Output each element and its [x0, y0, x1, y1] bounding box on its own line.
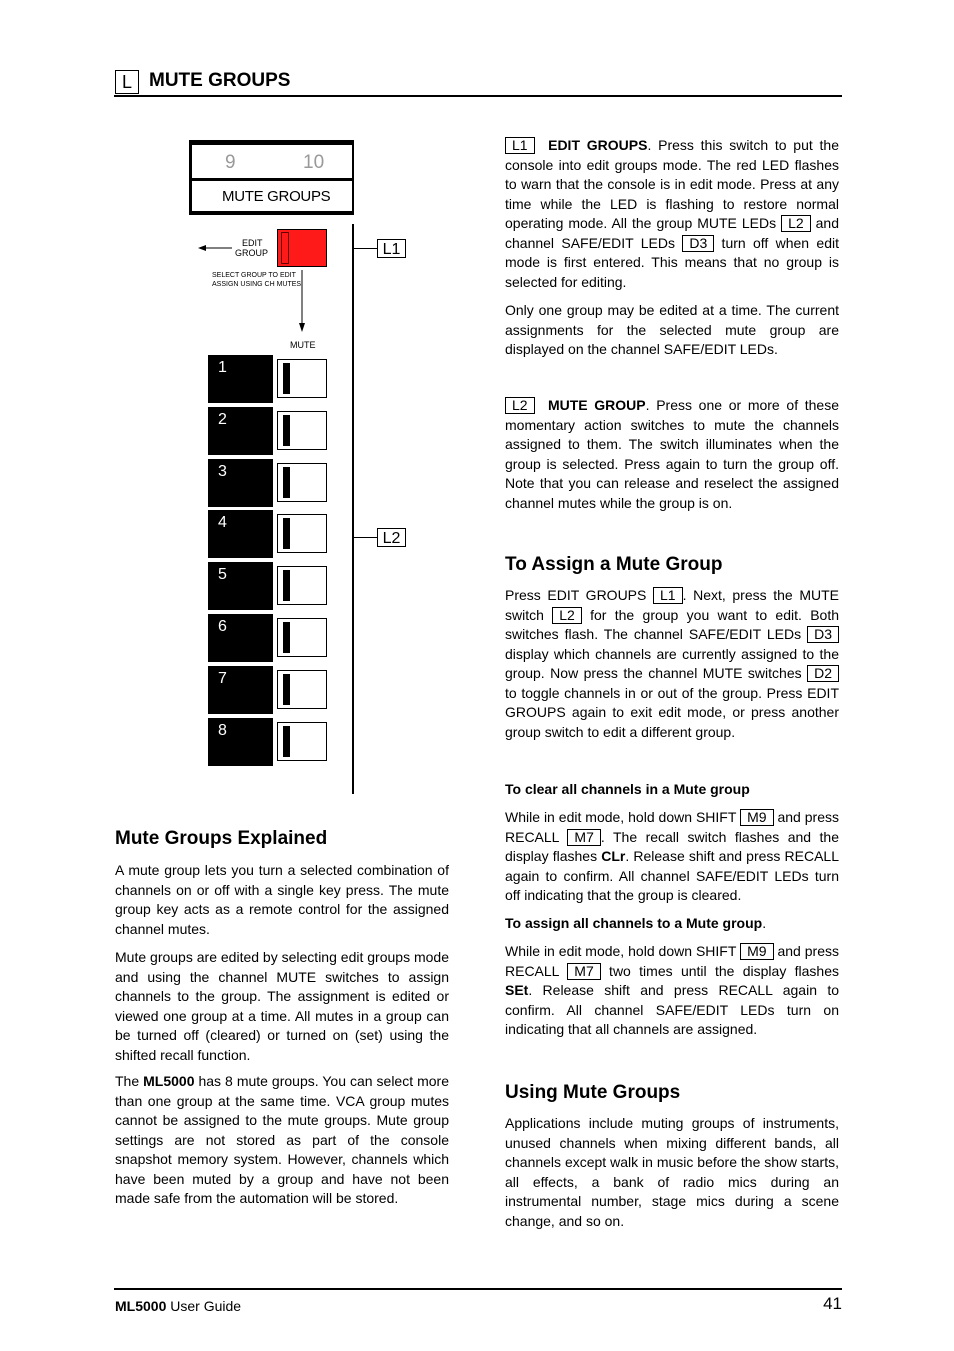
mute-group-7-led: [283, 674, 290, 705]
callout-l2: L2: [377, 528, 406, 547]
ref-as-d3: D3: [807, 626, 839, 643]
l2-text: . Press one or more of these momentary action switches to mute the channels assigned to them. The switch illuminates when the group is selected. Press again to turn the group off. Note that you can release and reselect the assigned channel mutes while the group is on.: [505, 397, 840, 511]
group-5-label-block: [208, 562, 273, 610]
ref-l2-inline: L2: [781, 215, 811, 232]
as-a: Press EDIT GROUPS: [505, 587, 653, 603]
group-2-label-block: [208, 407, 273, 455]
mute-group-6-switch[interactable]: [277, 618, 327, 657]
p3-c: has 8 mute groups. You can select more than one group at the same time. VCA group mutes cannot be assigned to the mute groups. Mute group settings are not stored as part of the console snapshot memory system. However, channels which have been muted by a group and have not been made safe from the automation will be stored.: [115, 1073, 449, 1206]
cl-b: and press RECALL: [505, 809, 839, 845]
ref-cl-m7: M7: [567, 829, 600, 846]
callout-l1: L1: [377, 239, 406, 258]
ref-d3-inline: D3: [682, 235, 714, 252]
footer-guide: User Guide: [166, 1298, 242, 1314]
paragraph-ml5000: [115, 1072, 449, 1209]
callout-l2-line: [354, 537, 377, 538]
paragraph-only-one: Only one group may be edited at a time. The current assignments for the selected mute group are displayed on the channel SAFE/EDIT LEDs.: [505, 302, 839, 357]
l1-title: EDIT GROUPS: [548, 137, 648, 153]
edit-label-1: EDIT: [242, 238, 263, 248]
section-title: MUTE GROUPS: [149, 70, 291, 91]
heading-using-mute-groups: Using Mute Groups: [505, 1082, 681, 1103]
ref-aa-m9: M9: [740, 943, 773, 960]
l1-text-c: turn off when edit mode is first entered. This means that no group is selected for editing.: [505, 234, 839, 290]
down-arrow-icon: [297, 270, 307, 332]
assign-all-dot: .: [762, 915, 767, 931]
ref-cl-m9: M9: [740, 809, 773, 826]
cl-a: While in edit mode, hold down SHIFT: [505, 809, 741, 825]
group-8-number: 8: [218, 722, 227, 739]
group-6-label-block: [208, 614, 273, 662]
ref-l1: L1: [505, 137, 535, 154]
ref-l2: L2: [505, 397, 535, 414]
heading-assign-all: [505, 914, 766, 933]
ref-as-l2: L2: [552, 607, 582, 624]
footer-product-name: ML5000: [115, 1298, 167, 1314]
heading-mute-groups-explained: Mute Groups Explained: [115, 828, 328, 849]
heading-clear-all: To clear all channels in a Mute group: [505, 781, 750, 797]
mute-group-5-led: [283, 570, 290, 601]
group-4-number: 4: [218, 514, 227, 531]
paragraph-assign: [505, 586, 839, 742]
edit-label-2: GROUP: [235, 248, 269, 258]
panel-number-10: 10: [303, 152, 325, 173]
ref-aa-m7: M7: [567, 963, 600, 980]
mute-group-3-led: [283, 467, 290, 498]
select-note-1: SELECT GROUP TO EDIT: [212, 272, 296, 279]
footer-rule: [114, 1288, 842, 1290]
select-note-2: ASSIGN USING CH MUTES: [212, 281, 302, 288]
paragraph-assign-all: [505, 942, 839, 1040]
group-1-label-block: [208, 355, 273, 403]
paragraph-intro: A mute group lets you turn a selected combination of channels on or off with a single key press. The mute group key acts as a remote control for the assigned channel mutes.: [115, 862, 449, 937]
page-number: 41: [823, 1294, 842, 1313]
mute-group-6-led: [283, 622, 290, 653]
cl-c: . The recall switch flashes and the display flashes: [505, 828, 839, 864]
cl-bold: CLr: [601, 848, 626, 864]
cl-d: . Release shift and press RECALL again to confirm. All channel SAFE/EDIT LEDs turn off indicating that the group is cleared.: [505, 848, 840, 903]
aa-bold: SEt: [505, 982, 529, 998]
as-b: . Next, press the MUTE switch: [505, 587, 839, 623]
l2-title: MUTE GROUP: [547, 397, 646, 413]
mute-group-2-led: [283, 415, 290, 446]
paragraph-using: Applications include muting groups of instruments, unused channels when mixing different bands, all channels except walk in music before the show starts, all effects, a bank of radio mics during an instrumental number, stage mics during a scene change, and so on.: [505, 1115, 839, 1229]
mute-group-7-switch[interactable]: [277, 670, 327, 709]
left-arrow-icon: [198, 243, 234, 253]
group-3-label-block: [208, 459, 273, 507]
l1-text-b: and channel SAFE/EDIT LEDs: [505, 215, 840, 251]
group-1-number: 1: [218, 359, 227, 376]
group-2-number: 2: [218, 411, 227, 428]
mute-group-1-led: [283, 363, 290, 394]
mute-group-4-switch[interactable]: [277, 514, 327, 553]
section-letter: L: [115, 70, 139, 94]
paragraph-editing: Mute groups are edited by selecting edit groups mode and using the channel MUTE switches to assign channels to the group. The assignment is edited or viewed one group at a time. All mutes in a group can be turned off (cleared) or turned on (set) using the shifted recall function.: [115, 949, 449, 1063]
mute-group-4-led: [283, 518, 290, 549]
paragraph-l2-mute-group: [505, 396, 839, 513]
aa-d: . Release shift and press RECALL again to confirm. All channel SAFE/EDIT LEDs turn on indicating that all channels are assigned.: [505, 982, 839, 1037]
heading-assign-mute-group: To Assign a Mute Group: [505, 554, 723, 575]
p3-a: The: [115, 1073, 144, 1089]
group-7-number: 7: [218, 670, 227, 687]
mute-label: MUTE: [290, 340, 316, 350]
group-3-number: 3: [218, 463, 227, 480]
group-6-number: 6: [218, 618, 227, 635]
aa-c: two times until the display flashes: [600, 962, 840, 979]
paragraph-clear: [505, 808, 839, 906]
bracket-line: [352, 224, 354, 794]
aa-b: and press RECALL: [505, 943, 839, 979]
ref-as-d2: D2: [807, 665, 839, 682]
assign-all-title: To assign all channels to a Mute group: [505, 915, 763, 931]
group-5-number: 5: [218, 566, 227, 583]
aa-a: While in edit mode, hold down SHIFT: [505, 943, 741, 959]
callout-l1-line: [354, 248, 377, 249]
mute-group-5-switch[interactable]: [277, 566, 327, 605]
mute-group-3-switch[interactable]: [277, 463, 327, 502]
paragraph-l1-edit-groups: [505, 136, 839, 292]
mute-group-2-switch[interactable]: [277, 411, 327, 450]
header-rule: [114, 95, 842, 97]
mute-group-1-switch[interactable]: [277, 359, 327, 398]
panel-label: MUTE GROUPS: [222, 188, 331, 205]
group-4-label-block: [208, 510, 273, 558]
mute-group-8-led: [283, 726, 290, 757]
panel-divider: [189, 178, 354, 181]
group-8-label-block: [208, 718, 273, 766]
edit-groups-led-window: [281, 232, 289, 264]
mute-group-8-switch[interactable]: [277, 722, 327, 761]
l1-text-a: . Press this switch to put the console into edit groups mode. The red LED flashes to warn that the console is in edit mode. Press at any time while the LED is flashing to restore normal operating mode. All the group MUTE LEDs: [505, 137, 839, 231]
footer-product: [115, 1297, 241, 1315]
group-7-label-block: [208, 666, 273, 714]
ref-as-l1: L1: [653, 587, 683, 604]
panel-number-9: 9: [225, 152, 236, 173]
as-e: to toggle channels in or out of the group. Press EDIT GROUPS again to exit edit mode, or press another group switch to edit a different group.: [505, 684, 839, 740]
as-d: display which channels are currently assigned to the group. Now press the channel MUTE switches: [505, 645, 839, 681]
as-c: for the group you want to edit. Both switches flash. The channel SAFE/EDIT LEDs: [505, 606, 839, 642]
p3-product: ML5000: [143, 1073, 195, 1089]
